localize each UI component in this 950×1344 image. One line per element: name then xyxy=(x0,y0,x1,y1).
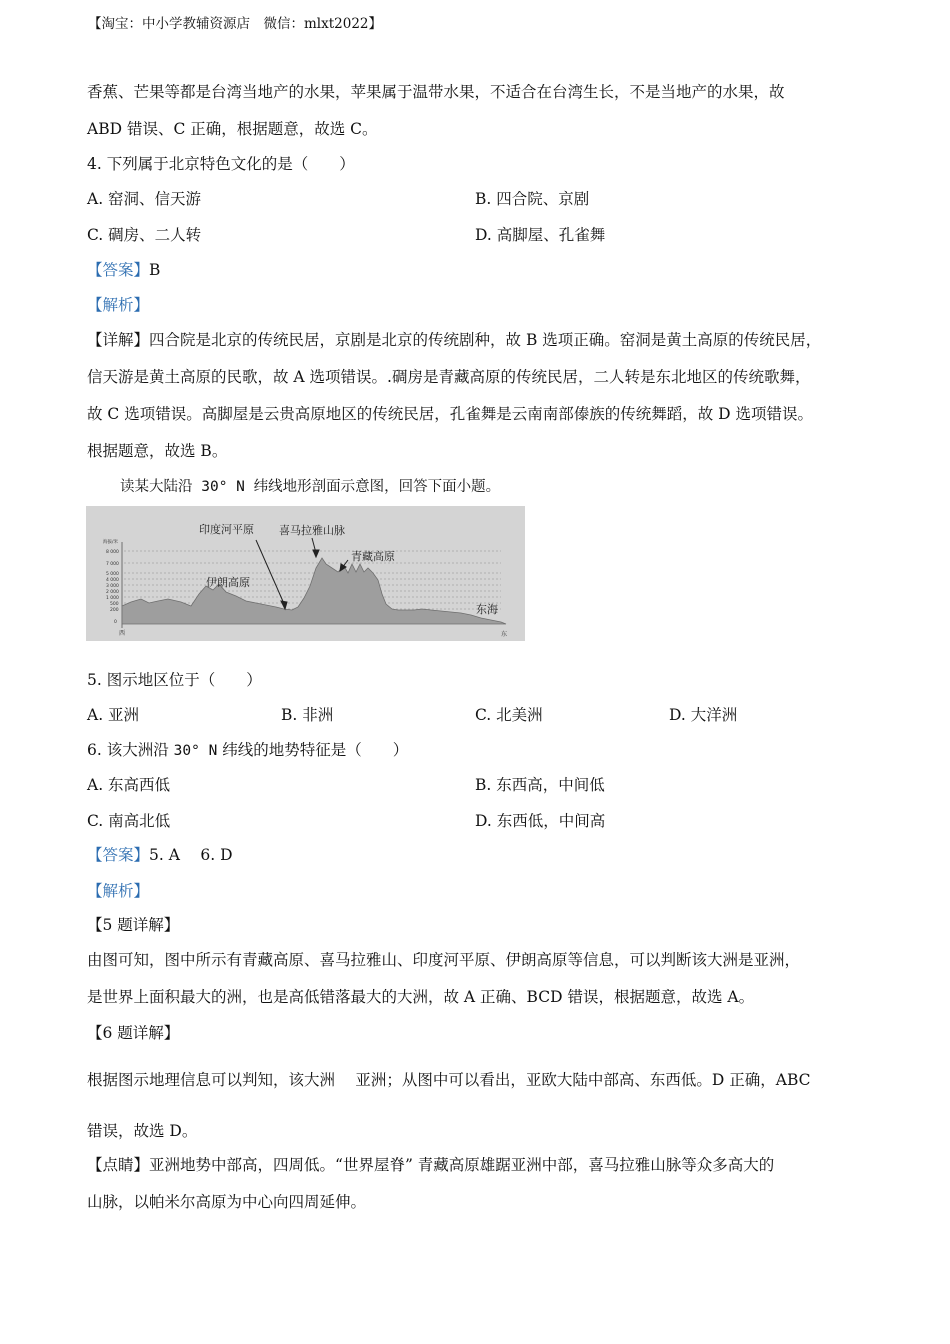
q4-option-c: C. 碉房、二人转 xyxy=(87,226,202,244)
q4-option-a: A. 窑洞、信天游 xyxy=(87,190,202,208)
y-tick-5000: 5 000 xyxy=(106,572,119,577)
terrain-profile-figure xyxy=(86,506,525,641)
q4-detail-line-2: 信天游是黄土高原的民歌，故 A 选项错误。.碉房是青藏高原的传统民居，二人转是东北地区的传统歌舞， xyxy=(87,368,811,386)
answer-tag: 【答案】 xyxy=(87,846,150,864)
q5-option-b: B. 非洲 xyxy=(281,706,334,724)
detail-text: 四合院是北京的传统民居，京剧是北京的传统剧种，故 B 选项正确。窑洞是黄土高原的传统民居， xyxy=(149,331,822,349)
page-header: 【淘宝：中小学教辅资源店 微信：mlxt2022】 xyxy=(88,16,383,32)
label-indus-plain: 印度河平原 xyxy=(199,523,254,536)
y-tick-1000: 1 000 xyxy=(106,596,119,601)
q5-detail-line-1: 由图可知，图中所示有青藏高原、喜马拉雅山、印度河平原、伊朗高原等信息，可以判断该大洲是亚洲， xyxy=(87,951,801,969)
answer-tag: 【答案】 xyxy=(87,261,150,279)
tip-text: 亚洲地势中部高，四周低。“世界屋脊” 青藏高原雄踞亚洲中部，喜马拉雅山脉等众多高大的 xyxy=(149,1156,775,1174)
q5-option-d: D. 大洋洲 xyxy=(669,706,738,724)
q6-detail-line-2: 错误，故选 D。 xyxy=(87,1122,198,1140)
q6-stem-pre: 6. 该大洲沿 xyxy=(87,741,174,759)
answer-value: B xyxy=(149,261,161,279)
q4-detail-line-1 xyxy=(87,330,821,350)
q4-detail-line-3: 故 C 选项错误。高脚屋是云贵高原地区的传统民居，孔雀舞是云南南部傣族的传统舞蹈，故 D 选项错误。 xyxy=(87,405,813,423)
q6-stem-latitude: 30° N xyxy=(173,743,218,759)
tip-line-2: 山脉，以帕米尔高原为中心向四周延伸。 xyxy=(87,1193,367,1211)
y-tick-0: 0 xyxy=(114,620,117,625)
q5-detail-line-2: 是世界上面积最大的洲，也是高低错落最大的大洲，故 A 正确、BCD 错误，根据题意，故选 A。 xyxy=(87,988,755,1006)
q5-option-a: A. 亚洲 xyxy=(87,706,140,724)
prev-answer-line-2: ABD 错误、C 正确，根据题意，故选 C。 xyxy=(87,120,378,138)
y-axis-title: 海拔/米 xyxy=(103,540,119,545)
q5-stem: 5. 图示地区位于（ ） xyxy=(87,671,262,689)
q4-option-b: B. 四合院、京剧 xyxy=(475,190,590,208)
q56-answer xyxy=(87,845,233,865)
q6-option-b: B. 东西高，中间低 xyxy=(475,776,605,794)
q6-stem xyxy=(87,740,408,761)
label-east: 东 xyxy=(501,631,508,638)
y-tick-8000: 8 000 xyxy=(106,550,119,555)
q6-detail-line-1: 根据图示地理信息可以判知，该大洲 亚洲；从图中可以看出，亚欧大陆中部高、东西低。D 正确，ABC xyxy=(87,1071,811,1089)
q5-detail-tag: 【5 题详解】 xyxy=(87,916,180,934)
q4-stem: 4. 下列属于北京特色文化的是（ ） xyxy=(87,155,355,173)
tip-line-1 xyxy=(87,1155,774,1175)
figure-intro: 读某大陆沿 30° N 纬线地形剖面示意图，回答下面小题。 xyxy=(120,479,501,495)
q6-option-d: D. 东西低，中间高 xyxy=(475,812,606,830)
detail-tag: 【详解】 xyxy=(87,331,150,349)
q6-option-c: C. 南高北低 xyxy=(87,812,171,830)
y-tick-4000: 4 000 xyxy=(106,578,119,583)
y-tick-7000: 7 000 xyxy=(106,562,119,567)
q4-detail-line-4: 根据题意，故选 B。 xyxy=(87,442,228,460)
y-tick-3000: 3 000 xyxy=(106,584,119,589)
q6-stem-post: 纬线的地势特征是（ ） xyxy=(217,741,409,759)
q4-answer xyxy=(87,260,160,280)
label-west: 西 xyxy=(119,630,126,637)
answer-value: 5. A 6. D xyxy=(149,846,233,864)
y-tick-2000: 2 000 xyxy=(106,590,119,595)
y-tick-200: 200 xyxy=(110,608,119,613)
label-iran-plateau: 伊朗高原 xyxy=(206,576,250,589)
q5-option-c: C. 北美洲 xyxy=(475,706,543,724)
prev-answer-line-1: 香蕉、芒果等都是台湾当地产的水果，苹果属于温带水果，不适合在台湾生长，不是当地产的水果，故 xyxy=(87,83,785,101)
q4-option-d: D. 高脚屋、孔雀舞 xyxy=(475,226,606,244)
q56-analysis-tag: 【解析】 xyxy=(87,882,150,900)
q4-analysis-tag: 【解析】 xyxy=(87,296,150,314)
q6-option-a: A. 东高西低 xyxy=(87,776,171,794)
q6-detail-tag: 【6 题详解】 xyxy=(87,1024,180,1042)
label-tibet-plateau: 青藏高原 xyxy=(351,550,395,563)
y-tick-500: 500 xyxy=(110,602,119,607)
label-east-sea: 东海 xyxy=(476,603,498,616)
label-himalaya: 喜马拉雅山脉 xyxy=(279,524,345,537)
tip-tag: 【点睛】 xyxy=(87,1156,150,1174)
